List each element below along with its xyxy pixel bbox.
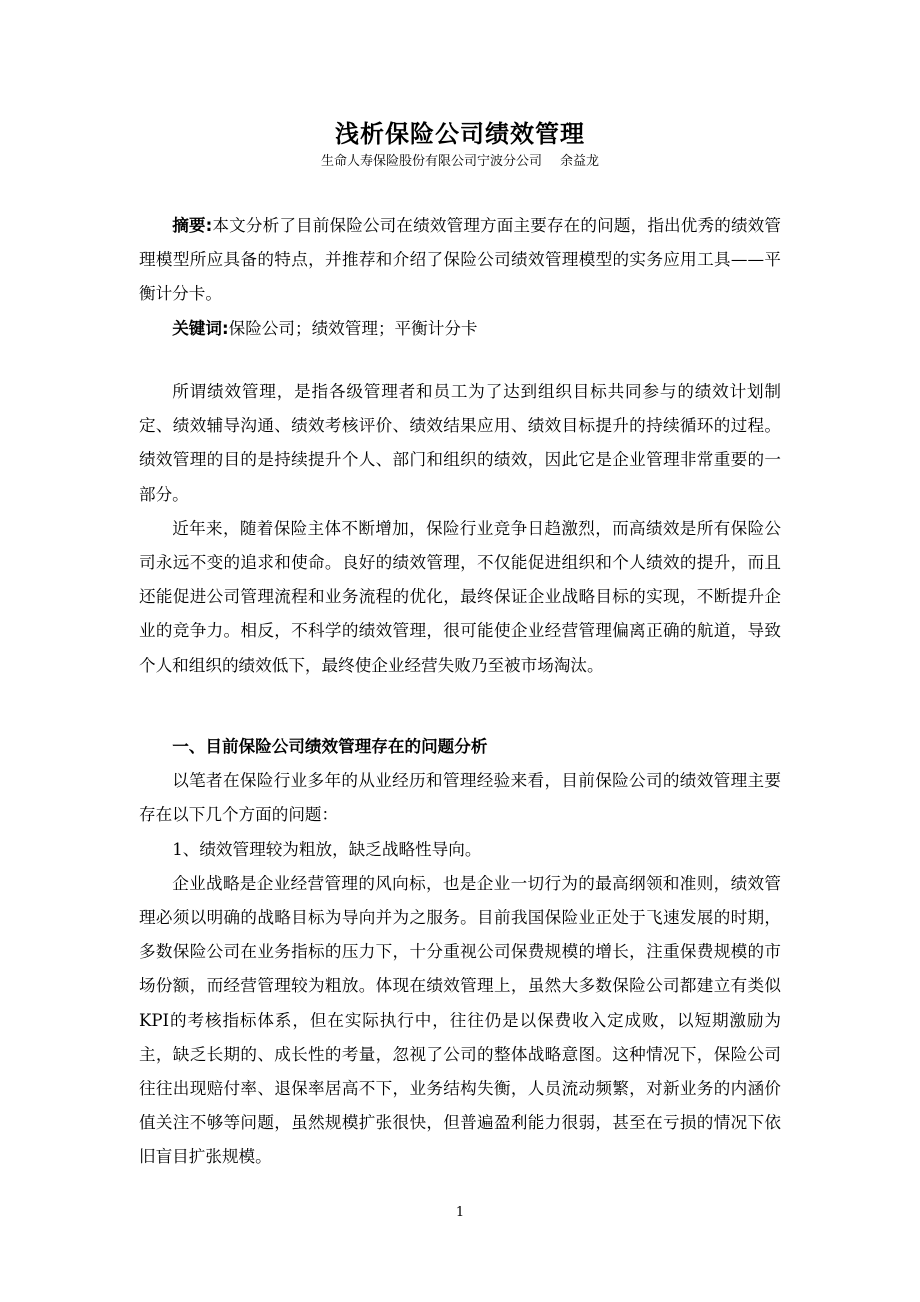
section-1: [139, 730, 781, 1175]
author-line: [0, 150, 920, 169]
abstract-paragraph: [139, 209, 781, 312]
page-number: 1: [455, 1205, 465, 1220]
author-name: 余益龙: [560, 154, 600, 169]
intro-paragraph-2: 近年来，随着保险主体不断增加，保险行业竞争日趋激烈，而高绩效是所有保险公司永远不变的追求和使命。良好的绩效管理，不仅能促进组织和个人绩效的提升，而且还能促进公司管理流程和业务流程的优化，最终保证企业战略目标的实现，不断提升企业的竞争力。相反，不科学的绩效管理，很可能使企业经营管理偏离正确的航道，导致个人和组织的绩效低下，最终使企业经营失败乃至被市场淘汰。: [139, 518, 781, 675]
section-1-paragraph-2: 企业战略是企业经营管理的风向标，也是企业一切行为的最高纲领和准则，绩效管理必须以明确的战略目标为导向并为之服务。目前我国保险业正处于飞速发展的时期，多数保险公司在业务指标的压力下，十分重视公司保费规模的增长，注重保费规模的市场份额，而经营管理较为粗放。体现在绩效管理上，虽然大多数保险公司都建立有类似KPI的考核指标体系，但在实际执行中，往往仍是以保费收入定成败，以短期激励为主，缺乏长期的、成长性的考量，忽视了公司的整体战略意图。这种情况下，保险公司往往出现赔付率、退保率居高不下，业务结构失衡，人员流动频繁，对新业务的内涵价值关注不够等问题，虽然规模扩张很快，但普遍盈利能力很弱，甚至在亏损的情况下依旧盲目扩张规模。: [139, 873, 781, 1167]
abstract-block: [139, 209, 781, 346]
keywords-label: 关键词:: [172, 318, 229, 338]
author-organization: 生命人寿保险股份有限公司宁波分公司: [320, 154, 542, 169]
abstract-text: 本文分析了目前保险公司在绩效管理方面主要存在的问题，指出优秀的绩效管理模型所应具备的特点，并推荐和介绍了保险公司绩效管理模型的实务应用工具——平衡计分卡。: [139, 216, 781, 304]
section-1-paragraph-1: 以笔者在保险行业多年的从业经历和管理经验来看，目前保险公司的绩效管理主要存在以下几个方面的问题：: [139, 771, 781, 825]
main-body: [139, 375, 781, 683]
section-1-heading: 一、目前保险公司绩效管理存在的问题分析: [172, 737, 488, 756]
abstract-label: 摘要:: [172, 216, 213, 235]
keywords-text: 保险公司；绩效管理；平衡计分卡: [228, 318, 478, 338]
intro-paragraph-1: 所谓绩效管理，是指各级管理者和员工为了达到组织目标共同参与的绩效计划制定、绩效辅导沟通、绩效考核评价、绩效结果应用、绩效目标提升的持续循环的过程。绩效管理的目的是持续提升个人、部门和组织的绩效，因此它是企业管理非常重要的一部分。: [139, 382, 781, 504]
section-1-item-1: 1、绩效管理较为粗放，缺乏战略性导向。: [172, 839, 482, 859]
page-title: 浅析保险公司绩效管理: [335, 120, 585, 148]
keywords-paragraph: [139, 312, 781, 346]
